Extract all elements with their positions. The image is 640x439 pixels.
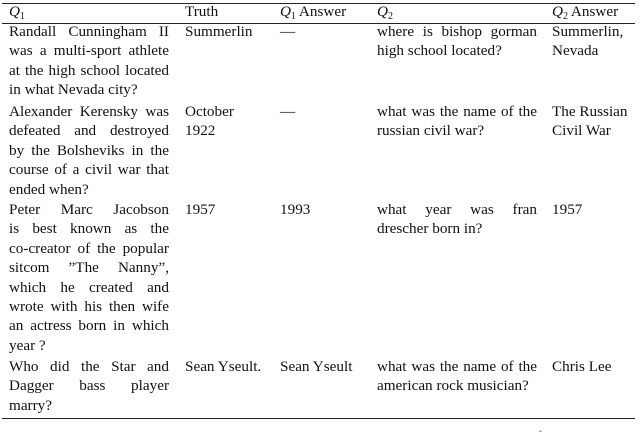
- row3-q2: [377, 200, 537, 239]
- row2-truth: [185, 102, 273, 141]
- cell-line: Chris Lee: [552, 358, 612, 375]
- cell-line: course of a civil war that: [9, 161, 169, 179]
- header-q1-subscript: 1: [19, 11, 25, 22]
- cell-line: co-creator of the popular: [9, 239, 169, 257]
- cell-line: ended when?: [9, 180, 89, 198]
- row4-q1-answer: Sean Yseult: [280, 358, 353, 375]
- cell-line: wrote with his then wife: [9, 298, 169, 316]
- header-q1-symbol: Q: [9, 3, 20, 20]
- cell-line: sitcom ”The Nanny”,: [9, 259, 169, 277]
- row2-q1: [9, 102, 169, 199]
- row3-q2-answer: [552, 200, 638, 219]
- header-q2a-label: Answer: [567, 3, 619, 20]
- cell-line: year ?: [9, 336, 46, 354]
- cell-line: Summerlin: [185, 23, 253, 40]
- cell-line: where is bishop gorman: [377, 23, 537, 40]
- row2-q1-answer: —: [280, 103, 296, 120]
- cell-line: October: [185, 103, 234, 120]
- cell-line: high school located?: [377, 42, 502, 60]
- row2-q2-answer: [552, 102, 638, 141]
- header-q1a-label: Answer: [295, 3, 347, 20]
- cell-line: 1957: [552, 201, 583, 218]
- cell-line: 1922: [185, 122, 216, 140]
- cell-line: 1957: [185, 201, 216, 218]
- row4-truth: [185, 357, 273, 376]
- cell-line: Peter Marc Jacobson: [9, 201, 169, 218]
- header-truth: Truth: [185, 3, 219, 20]
- cell-line: Nevada: [552, 42, 599, 60]
- table-bottom-rule: [2, 418, 635, 419]
- row3-q1-answer: 1993: [280, 201, 311, 218]
- cell-line: Alexander Kerensky was: [9, 103, 169, 120]
- cell-line: is best known as the: [9, 220, 169, 238]
- cell-line: marry?: [9, 396, 53, 414]
- row2-q2: [377, 102, 537, 141]
- cell-line: which he created and: [9, 278, 169, 296]
- cell-line: american rock musician?: [377, 377, 529, 395]
- cell-line: drescher born in?: [377, 220, 483, 238]
- cell-line: was a multi-sport athlete: [9, 42, 169, 60]
- cell-line: russian civil war?: [377, 122, 485, 140]
- cell-line: The Russian: [552, 103, 628, 120]
- cell-line: by the Bolsheviks in the: [9, 141, 169, 159]
- header-q2-symbol: Q: [377, 3, 388, 20]
- row1-q2-answer: [552, 22, 638, 61]
- cell-line: Randall Cunningham II: [9, 23, 169, 40]
- row1-q1: [9, 22, 169, 100]
- cell-line: in what Nevada city?: [9, 81, 138, 99]
- row1-truth: [185, 22, 273, 41]
- cell-line: what was the name of the: [377, 358, 537, 375]
- row3-truth: [185, 200, 273, 219]
- cell-line: Summerlin,: [552, 23, 624, 40]
- row4-q2-answer: [552, 357, 638, 376]
- cell-line: at the high school located: [9, 61, 169, 79]
- row3-q1: [9, 200, 169, 355]
- cell-line: an actress born in which: [9, 317, 169, 335]
- header-q1a-symbol: Q: [280, 3, 291, 20]
- cell-line: Civil War: [552, 122, 611, 140]
- header-q1a-subscript: 1: [290, 11, 296, 22]
- cell-line: what was the name of the: [377, 103, 537, 120]
- header-q2-subscript: 2: [387, 11, 393, 22]
- header-q2a-subscript: 2: [562, 11, 568, 22]
- header-q2a-symbol: Q: [552, 3, 563, 20]
- row4-q2: [377, 357, 537, 396]
- cell-line: Sean Yseult.: [185, 358, 262, 375]
- cell-line: Who did the Star and: [9, 358, 169, 375]
- cell-line: what year was fran: [377, 201, 537, 218]
- cell-line: defeated and destroyed: [9, 122, 169, 140]
- decorative-caret-mark: ˆ: [539, 429, 542, 439]
- row1-q2: [377, 22, 537, 61]
- row4-q1: [9, 357, 169, 415]
- row1-q1-answer: —: [280, 23, 296, 40]
- cell-line: Dagger bass player: [9, 377, 169, 395]
